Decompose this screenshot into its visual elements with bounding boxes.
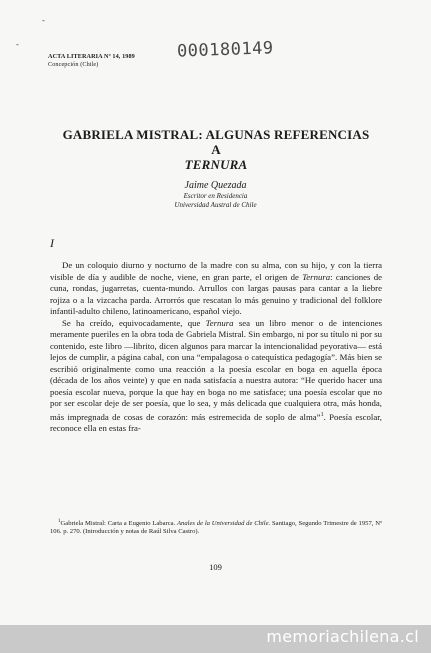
author-name: Jaime Quezada	[184, 180, 247, 191]
journal-name: ACTA LITERARIA Nº 14, 1989	[48, 53, 135, 60]
paragraph-text: : canciones de cuna, rondas, jugarretas, cuenta-mundo. Arrullos con largas pausas para cantar a la liebre rojiza o a la vizcacha parda. Arrorrós que rescatan lo más genuino y tradicional del folklore infantil-adulto chileno, latinoamericano, español viejo.	[50, 271, 382, 316]
handwritten-catalog-code: 000180149	[176, 38, 274, 62]
book-title: Ternura	[205, 317, 234, 328]
site-watermark: memoriachilena.cl	[266, 627, 419, 646]
paragraph	[50, 318, 382, 435]
author-role: Escritor en Residencia	[183, 192, 248, 200]
footnote-mark: 1	[58, 519, 61, 524]
author-affiliation: Universidad Austral de Chile	[174, 201, 257, 209]
paragraph	[50, 260, 382, 318]
section-number: I	[50, 236, 54, 250]
journal-header	[48, 53, 135, 68]
paragraph-text: Se ha creído, equivocadamente, que	[62, 317, 206, 328]
article-title	[60, 127, 372, 172]
book-title: Ternura	[302, 271, 331, 282]
paragraph-text: De un coloquio diurno y nocturno de la madre con su alma, con su hijo, y con la tierra visible de día y audible de noche, viene, en gran parte, el origen de	[50, 260, 382, 282]
paragraph-text: . Poesía escolar, reconoce ella en estas fra-	[50, 411, 382, 433]
footnote-journal: Anales de la Universidad de Chile.	[177, 520, 271, 528]
footnote-text	[50, 518, 382, 537]
title-line-italic: TERNURA	[184, 157, 248, 172]
paragraph-text: sea un libro menor o de intenciones meramente pueriles en la obra toda de Gabriela Mistral. Sin embargo, ni por su título ni por su contenido, este libro —librito, dicen algunos para marcar la intencionalidad peyorativa— está lejos de cumplir, a página cabal, con una “empalagosa o catequística pedagogía”. Más bien se escribió originalmente como una reacción a la poesía escolar en boga en aquella época (década de los años veinte) y que en nada satisfacía a nuestra autora: “He querido hacer una poesía escolar nueva, porque la que hay en boga no me satisface; una poesía escolar que no por ser escolar deje de ser poesía, que lo sea, y más delicada que cualquiera otra, más honda, más impregnada de cosas de corazón: más estremecida de soplo de alma”	[50, 317, 382, 422]
article-body	[50, 260, 382, 434]
page-number: 109	[209, 562, 222, 572]
scan-speck-mark: -	[42, 16, 45, 25]
journal-place: Concepción (Chile)	[48, 60, 99, 68]
author-block	[0, 180, 431, 210]
footnote-reference: 1	[320, 411, 324, 418]
title-line: GABRIELA MISTRAL: ALGUNAS REFERENCIAS A	[62, 127, 370, 157]
scan-speck-mark: -	[16, 40, 19, 49]
footnote	[50, 518, 382, 537]
footnote-part: Santiago, Segundo Trimestre de 1957, Nº 106. p. 270. (Introducción y notas de Raúl Silva Castro).	[50, 520, 383, 536]
footnote-part: Gabriela Mistral: Carta a Eugenio Labarca.	[60, 520, 178, 528]
